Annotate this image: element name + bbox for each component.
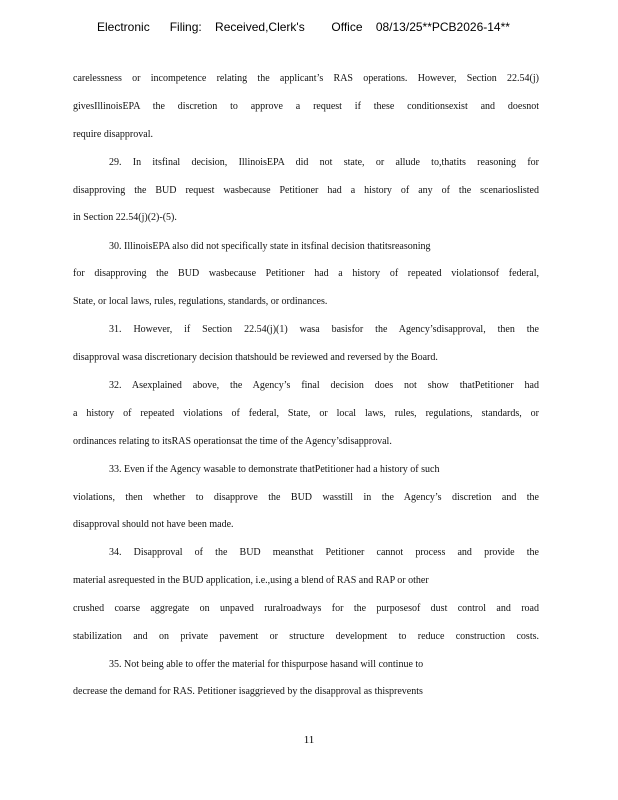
body-line: givesIllinoisEPA the discretion to approve a request if these conditionsexist and doesnot xyxy=(73,101,539,112)
body-line: in Section 22.54(j)(2)-(5). xyxy=(73,212,177,223)
body-line: carelessness or incompetence relating the applicant’s RAS operations. However, Section 22.54(j) xyxy=(73,73,539,84)
body-line: stabilization and on private pavement or structure development to reduce construction costs. xyxy=(73,631,539,642)
body-line: decrease the demand for RAS. Petitioner isaggrieved by the disapproval as thisprevents xyxy=(73,686,423,697)
page-number: 11 xyxy=(303,734,315,746)
body-line: ordinances relating to itsRAS operationsat the time of the Agency’sdisapproval. xyxy=(73,436,392,447)
body-line: a history of repeated violations of federal, State, or local laws, rules, regulations, standards, or xyxy=(73,408,539,419)
filing-header: Electronic Filing: Received,Clerk's Office 08/13/25**PCB2026-14** xyxy=(97,20,510,34)
paragraph-34-start: 34. Disapproval of the BUD meansthat Petitioner cannot process and provide the xyxy=(109,547,539,558)
body-line: for disapproving the BUD wasbecause Petitioner had a history of repeated violationsof federal, xyxy=(73,268,539,279)
body-line: disapproving the BUD request wasbecause Petitioner had a history of any of the scenarioslisted xyxy=(73,185,539,196)
body-line: require disapproval. xyxy=(73,129,153,140)
paragraph-35-start: 35. Not being able to offer the material for thispurpose hasand will continue to xyxy=(109,659,424,670)
body-line: material asrequested in the BUD application, i.e.,using a blend of RAS and RAP or other xyxy=(73,575,429,586)
paragraph-30-start: 30. IllinoisEPA also did not specifically state in itsfinal decision thatitsreasoning xyxy=(109,241,431,252)
body-line: crushed coarse aggregate on unpaved ruralroadways for the purposesof dust control and road xyxy=(73,603,539,614)
body-line: disapproval should not have been made. xyxy=(73,519,234,530)
body-line: violations, then whether to disapprove the BUD wasstill in the Agency’s discretion and the xyxy=(73,492,539,503)
paragraph-32-start: 32. Asexplained above, the Agency’s final decision does not show thatPetitioner had xyxy=(109,380,539,391)
paragraph-31-start: 31. However, if Section 22.54(j)(1) wasa basisfor the Agency’sdisapproval, then the xyxy=(109,324,539,335)
body-line: disapproval wasa discretionary decision thatshould be reviewed and reversed by the Board. xyxy=(73,352,438,363)
paragraph-33-start: 33. Even if the Agency wasable to demonstrate thatPetitioner had a history of such xyxy=(109,464,440,475)
paragraph-29-start: 29. In itsfinal decision, IllinoisEPA did not state, or allude to,thatits reasoning for xyxy=(109,157,539,168)
body-line: State, or local laws, rules, regulations, standards, or ordinances. xyxy=(73,296,328,307)
